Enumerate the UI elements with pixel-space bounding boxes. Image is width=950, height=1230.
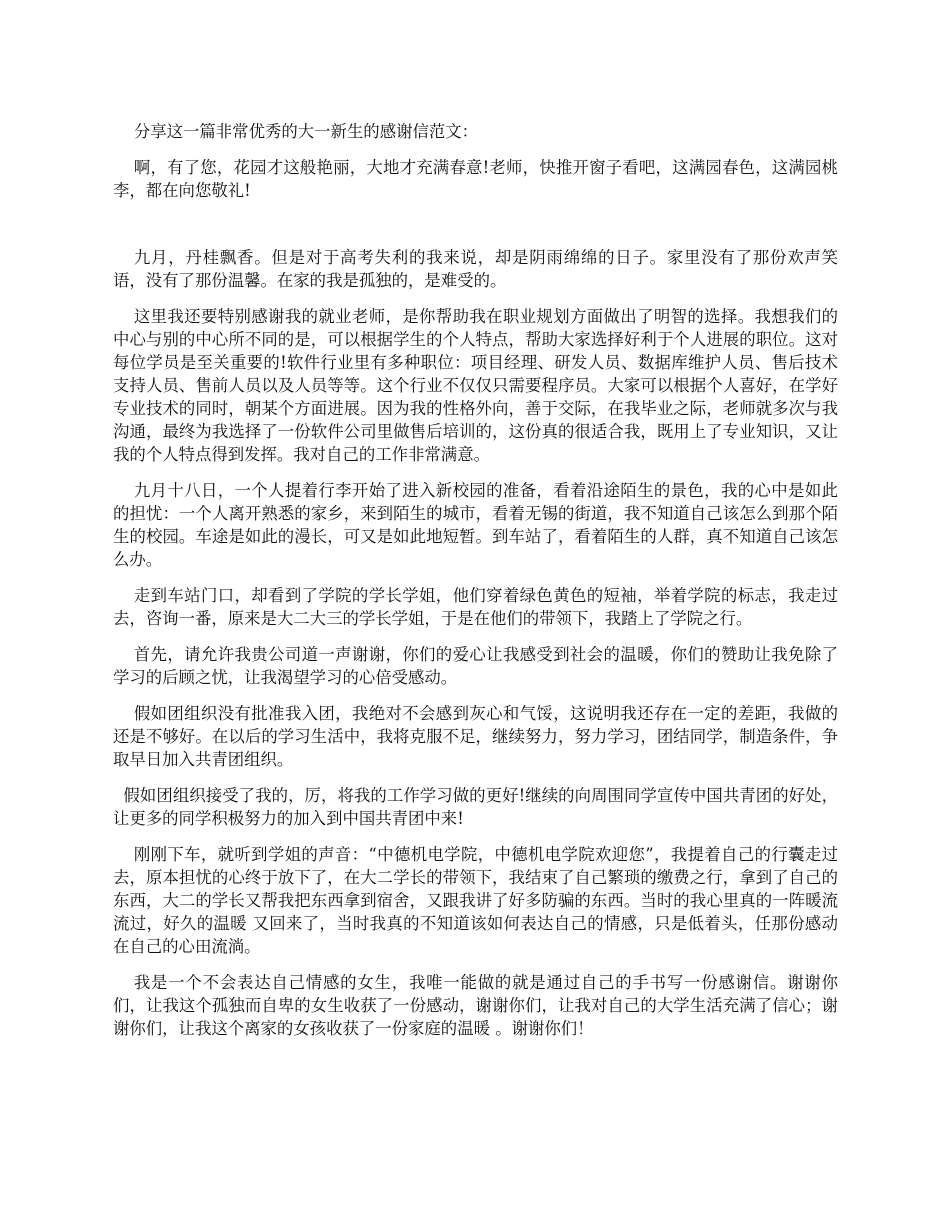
body-paragraph-2: 这里我还要特别感谢我的就业老师，是你帮助我在职业规划方面做出了明智的选择。我想我们的中心与别的中心所不同的是，可以根据学生的个人特点，帮助大家选择好利于个人进展的职位。这对每位学员是至关重要的!软件行业里有多种职位：项目经理、研发人员、数据库维护人员、售后技术支持人员、售前人员以及人员等等。这个行业不仅仅只需要程序员。大家可以根据个人喜好，在学好专业技术的同时，朝某个方面进展。因为我的性格外向，善于交际，在我毕业之际，老师就多次与我沟通，最终为我选择了一份软件公司里做售后培训的，这份真的很适合我，既用上了专业知识，又让我的个人特点得到发挥。我对自己的工作非常满意。	[113, 307, 838, 464]
body-paragraph-6: 假如团组织没有批准我入团，我绝对不会感到灰心和气馁，这说明我还存在一定的差距，我做的还是不够好。在以后的学习生活中，我将克服不足，继续努力，努力学习，团结同学，制造条件，争取早日加入共青团组织。	[113, 704, 838, 769]
body-paragraph-1: 九月，丹桂飘香。但是对于高考失利的我来说，却是阴雨绵绵的日子。家里没有了那份欢声笑语，没有了那份温馨。在家的我是孤独的，是难受的。	[113, 248, 838, 290]
body-paragraph-8: 刚刚下车，就听到学姐的声音：“中德机电学院，中德机电学院欢迎您”，我提着自己的行囊走过去，原本担忧的心终于放下了，在大二学长的带领下，我结束了自己繁琐的缴费之行，拿到了自己的东西，大二的学长又帮我把东西拿到宿舍，又跟我讲了好多防骗的东西。当时的我心里真的一阵暖流流过，好久的温暖 又回来了，当时我真的不知道该如何表达自己的情感，只是低着头，任那份感动在自己的心田流淌。	[113, 845, 838, 956]
body-paragraph-4: 走到车站门口，却看到了学院的学长学姐，他们穿着绿色黄色的短袖，举着学院的标志，我走过去，咨询一番，原来是大二大三的学长学姐，于是在他们的带领下，我踏上了学院之行。	[113, 586, 838, 628]
closing-paragraph: 我是一个不会表达自己情感的女生，我唯一能做的就是通过自己的手书写一份感谢信。谢谢你们，让我这个孤独而自卑的女生收获了一份感动，谢谢你们，让我对自己的大学生活充满了信心；谢谢你们，让我这个离家的女孩收获了一份家庭的温暖 。谢谢你们！	[113, 973, 838, 1038]
document-body	[113, 120, 838, 1053]
body-paragraph-3: 九月十八日，一个人提着行李开始了进入新校园的准备，看着沿途陌生的景色，我的心中是如此的担忧：一个人离开熟悉的家乡，来到陌生的城市，看着无锡的街道，我不知道自己该怎么到那个陌生的校园。车途是如此的漫长，可又是如此地短暂。到车站了，看着陌生的人群，真不知道自己该怎么办。	[113, 481, 838, 569]
intro-paragraph: 分享这一篇非常优秀的大一新生的感谢信范文：	[133, 122, 479, 141]
poem-paragraph: 啊，有了您，花园才这般艳丽，大地才充满春意!老师，快推开窗子看吧，这满园春色，这满园桃李，都在向您敬礼!	[113, 158, 838, 200]
body-paragraph-5: 首先，请允许我贵公司道一声谢谢，你们的爱心让我感受到社会的温暖，你们的赞助让我免除了学习的后顾之忧，让我渴望学习的心倍受感动。	[113, 645, 838, 687]
body-paragraph-7: 假如团组织接受了我的，厉，将我的工作学习做的更好!继续的向周围同学宣传中国共青团的好处，让更多的同学积极努力的加入到中国共青团中来!	[113, 786, 838, 828]
